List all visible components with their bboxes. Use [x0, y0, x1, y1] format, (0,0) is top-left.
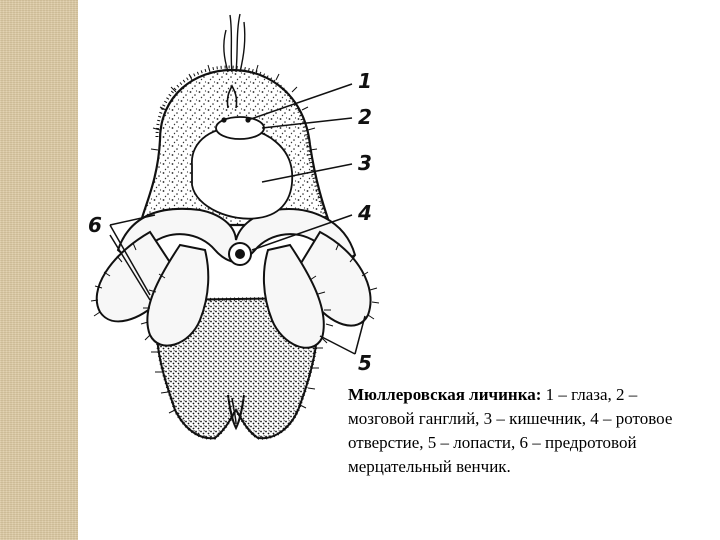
decorative-side-strip	[0, 0, 78, 540]
larva-body	[91, 65, 379, 438]
figure-caption	[348, 383, 700, 479]
caption-title: Мюллеровская личинка:	[348, 385, 542, 404]
label-4: 4	[358, 201, 372, 225]
label-2: 2	[358, 105, 372, 129]
label-6: 6	[88, 213, 102, 237]
label-1: 1	[358, 69, 372, 93]
caption-text: 1 – глаза, 2 – мозговой ганглий, 3 – кишечник, 4 – ротовое отверстие, 5 – лопасти, 6 – предротовой мерцательный венчик.	[348, 385, 673, 476]
label-5: 5	[358, 351, 372, 375]
apical-tuft	[224, 14, 245, 72]
label-3: 3	[358, 151, 372, 175]
